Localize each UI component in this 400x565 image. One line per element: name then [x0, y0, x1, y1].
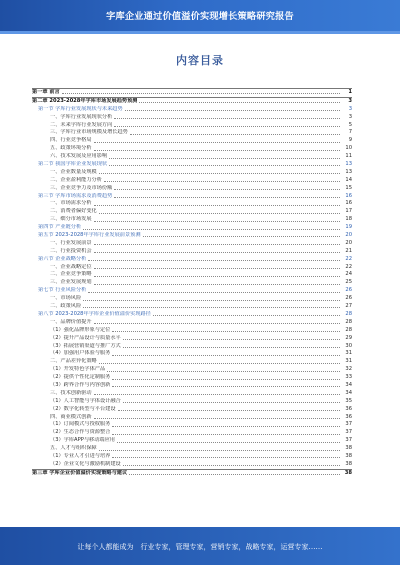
toc-leader-dots: [112, 457, 340, 458]
toc-entry[interactable]: [32, 287, 352, 295]
toc-entry-title: （3）字库APP与移动端应用: [50, 437, 115, 444]
toc-leader-dots: [88, 292, 340, 293]
toc-entry-title: 一、企业战略定位: [50, 263, 92, 270]
toc-page-number: 17: [345, 208, 352, 215]
toc-entry[interactable]: [32, 129, 352, 137]
toc-entry[interactable]: [32, 295, 352, 303]
toc-entry[interactable]: [32, 200, 352, 208]
toc-entry[interactable]: [32, 319, 352, 327]
toc-entry-title: 二、政策风险: [50, 303, 82, 310]
toc-leader-dots: [94, 150, 340, 151]
toc-entry[interactable]: [32, 350, 352, 358]
toc-entry[interactable]: [32, 414, 352, 422]
toc-leader-dots: [129, 474, 340, 475]
table-of-contents: [32, 88, 352, 486]
toc-page-number: 36: [345, 405, 352, 412]
toc-entry[interactable]: [32, 335, 352, 343]
toc-entry-title: 二、企业竞争策略: [50, 271, 92, 278]
toc-page-number: 29: [345, 334, 352, 341]
toc-leader-dots: [83, 307, 340, 308]
toc-page-number: 37: [345, 437, 352, 444]
toc-leader-dots: [99, 213, 340, 214]
toc-entry-title: 三、细分市场发展: [50, 216, 92, 223]
toc-leader-dots: [109, 165, 340, 166]
toc-entry-title: 第七节 行业风险分析: [38, 287, 87, 294]
toc-leader-dots: [114, 197, 340, 198]
toc-page-number: 22: [345, 255, 352, 262]
toc-page-number: 38: [344, 469, 352, 476]
toc-page-number: 19: [345, 224, 352, 231]
toc-page-number: 25: [345, 279, 352, 286]
toc-leader-dots: [107, 371, 340, 372]
toc-entry-title: 二、未来字库行业发展方向: [50, 121, 113, 128]
toc-entry[interactable]: [32, 256, 352, 264]
toc-entry-title: 二、消费者偏好变化: [50, 208, 97, 215]
toc-entry-title: （1）人工智能与字体设计融合: [50, 397, 121, 404]
toc-leader-dots: [109, 158, 340, 159]
toc-entry[interactable]: [32, 224, 352, 232]
toc-leader-dots: [153, 315, 340, 316]
toc-page-number: 14: [345, 176, 352, 183]
toc-leader-dots: [112, 331, 340, 332]
toc-page-number: 28: [345, 326, 352, 333]
toc-entry-title: （2）提供个性化定制服务: [50, 374, 111, 381]
toc-entry[interactable]: [32, 137, 352, 145]
toc-entry[interactable]: [32, 398, 352, 406]
toc-entry-title: （1）强化品牌形象与定位: [50, 326, 111, 333]
toc-leader-dots: [130, 134, 340, 135]
toc-page-number: 28: [345, 318, 352, 325]
toc-entry[interactable]: [32, 453, 352, 461]
toc-page-number: 26: [345, 295, 352, 302]
toc-leader-dots: [125, 110, 340, 111]
toc-entry-title: 六、技术发展及应用影响: [50, 153, 108, 160]
toc-entry-title: （2）提升产品设计与质量水平: [50, 334, 121, 341]
toc-entry-title: （4）加强用户体验与服务: [50, 350, 111, 357]
toc-entry-title: 二、产品差异化策略: [50, 358, 97, 365]
footer-banner: [0, 527, 400, 565]
toc-page-number: 34: [345, 389, 352, 396]
toc-leader-dots: [99, 173, 340, 174]
toc-entry-title: 二、企业盈利能力分析: [50, 176, 102, 183]
toc-leader-dots: [83, 229, 340, 230]
toc-entry-title: 三、字库行业市场规模及增长趋势: [50, 129, 128, 136]
toc-entry-title: 三、企业竞争力及市场份额: [50, 184, 113, 191]
toc-page-number: 15: [345, 184, 352, 191]
toc-leader-dots: [112, 379, 340, 380]
toc-page-number: 28: [345, 310, 352, 317]
toc-page-number: 38: [345, 445, 352, 452]
toc-entry-title: 一、市场需求分析: [50, 200, 92, 207]
toc-entry-title: （3）跨界合作与内容创新: [50, 381, 111, 388]
toc-entry[interactable]: [32, 153, 352, 161]
toc-entry[interactable]: [32, 437, 352, 445]
toc-entry[interactable]: [32, 271, 352, 279]
toc-leader-dots: [99, 363, 340, 364]
toc-page-number: 5: [348, 121, 352, 128]
toc-leader-dots: [143, 236, 340, 237]
toc-leader-dots: [112, 434, 340, 435]
header-stripe: [0, 31, 400, 34]
toc-entry-title: （3）拓展营销渠道与推广方式: [50, 342, 121, 349]
toc-page-number: 9: [348, 137, 352, 144]
header-banner: [0, 0, 400, 34]
toc-entry[interactable]: [32, 145, 352, 153]
toc-page-number: 34: [345, 381, 352, 388]
toc-leader-dots: [114, 126, 340, 127]
toc-entry-title: （1）开发特色字体产品: [50, 366, 106, 373]
toc-entry[interactable]: [32, 303, 352, 311]
toc-entry[interactable]: [32, 327, 352, 335]
toc-leader-dots: [94, 268, 340, 269]
toc-entry-title: （2）数字化转型与平台建设: [50, 405, 116, 412]
toc-entry-title: 第二章 2023-2028年字库市场发展趋势预测: [32, 97, 138, 104]
toc-page-number: 16: [345, 200, 352, 207]
toc-leader-dots: [94, 323, 340, 324]
toc-page-number: 22: [345, 263, 352, 270]
toc-entry[interactable]: [32, 461, 352, 469]
report-title: 字库企业通过价值溢价实现增长策略研究报告: [106, 11, 294, 22]
toc-page-number: 20: [345, 239, 352, 246]
toc-leader-dots: [123, 347, 340, 348]
toc-entry-title: 第四节 产业链分析: [38, 224, 82, 231]
toc-page-number: 38: [345, 452, 352, 459]
toc-entry-title: 第八节 2023-2028年字库企业价值溢价实现路径: [38, 310, 151, 317]
toc-entry[interactable]: [32, 374, 352, 382]
toc-entry[interactable]: [32, 106, 352, 114]
toc-page-number: 37: [345, 429, 352, 436]
toc-page-number: 10: [345, 145, 352, 152]
toc-entry[interactable]: [32, 185, 352, 193]
toc-leader-dots: [123, 465, 340, 466]
toc-page-number: 1: [348, 89, 352, 95]
toc-entry-title: （1）订阅模式与授权服务: [50, 421, 111, 428]
toc-leader-dots: [94, 142, 340, 143]
toc-entry-title: 第一章 前言: [32, 89, 60, 95]
toc-entry-title: 第一节 字库行业发展现状与未来趋势: [38, 105, 123, 112]
toc-entry-title: 二、行业投资机会: [50, 247, 92, 254]
toc-leader-dots: [83, 300, 340, 301]
toc-leader-dots: [62, 93, 340, 94]
toc-page-number: 11: [345, 153, 352, 160]
toc-page-number: 31: [345, 350, 352, 357]
toc-leader-dots: [94, 244, 340, 245]
toc-entry[interactable]: [32, 248, 352, 256]
toc-entry-title: 五、人才与组织保障: [50, 445, 97, 452]
toc-page-number: 20: [345, 232, 352, 239]
footer-slogan: 让每个人都能成为 行业专家，管理专家，营销专家，战略专家，运营专家……: [77, 543, 323, 551]
toc-page-number: 18: [345, 216, 352, 223]
toc-entry-title: 第六节 企业战略分析: [38, 255, 87, 262]
toc-page-number: 38: [345, 460, 352, 467]
toc-entry[interactable]: [32, 177, 352, 185]
toc-leader-dots: [94, 284, 340, 285]
toc-entry-title: 第五节 2023-2028年字库行业发展前景预测: [38, 232, 141, 239]
toc-leader-dots: [123, 339, 340, 340]
toc-heading: 内容目录: [176, 54, 224, 67]
toc-entry-title: 第三章 字库企业价值溢价实现策略与建议: [32, 469, 128, 476]
toc-page-number: 26: [345, 287, 352, 294]
toc-entry-title: 一、市场风险: [50, 295, 82, 302]
toc-leader-dots: [94, 276, 340, 277]
toc-page-number: 33: [345, 374, 352, 381]
toc-entry[interactable]: [32, 469, 352, 478]
toc-entry[interactable]: [32, 208, 352, 216]
toc-page-number: 3: [348, 105, 352, 112]
toc-page-number: 3: [348, 97, 352, 104]
toc-page-number: 30: [345, 342, 352, 349]
toc-entry[interactable]: [32, 169, 352, 177]
toc-leader-dots: [99, 450, 340, 451]
toc-page-number: 24: [345, 271, 352, 278]
toc-leader-dots: [139, 102, 340, 103]
toc-entry-title: 三、技术创新驱动: [50, 389, 92, 396]
toc-page-number: 32: [345, 366, 352, 373]
toc-entry[interactable]: [32, 311, 352, 319]
toc-page-number: 7: [348, 129, 352, 136]
toc-entry[interactable]: [32, 366, 352, 374]
toc-leader-dots: [114, 118, 340, 119]
toc-page-number: 13: [345, 161, 352, 168]
toc-entry[interactable]: [32, 264, 352, 272]
toc-entry[interactable]: [32, 390, 352, 398]
toc-page-number: 35: [345, 397, 352, 404]
toc-entry[interactable]: [32, 240, 352, 248]
toc-entry[interactable]: [32, 114, 352, 122]
toc-page-number: 13: [345, 168, 352, 175]
toc-entry[interactable]: [32, 88, 352, 97]
toc-entry-title: （2）生态合作与资源整合: [50, 429, 111, 436]
toc-entry[interactable]: [32, 216, 352, 224]
toc-entry[interactable]: [32, 445, 352, 453]
toc-entry-title: 三、企业发展规划: [50, 279, 92, 286]
toc-entry-title: 一、行业发展前景: [50, 239, 92, 246]
toc-entry[interactable]: [32, 193, 352, 201]
toc-leader-dots: [117, 442, 340, 443]
toc-entry[interactable]: [32, 429, 352, 437]
toc-entry-title: 一、字库行业发展现状分析: [50, 113, 113, 120]
toc-page-number: 3: [348, 113, 352, 120]
toc-entry-title: 四、行业竞争格局: [50, 137, 92, 144]
toc-leader-dots: [112, 426, 340, 427]
toc-entry[interactable]: [32, 358, 352, 366]
toc-entry-title: 一、企业数量及规模: [50, 168, 97, 175]
toc-page-number: 21: [345, 247, 352, 254]
toc-entry[interactable]: [32, 279, 352, 287]
toc-page-number: 37: [345, 421, 352, 428]
toc-entry[interactable]: [32, 122, 352, 130]
toc-leader-dots: [112, 386, 340, 387]
toc-entry-title: 第三节 字库市场需求及消费趋势: [38, 192, 113, 199]
toc-entry-title: 第二节 我国字库企业发展现状: [38, 161, 108, 168]
toc-leader-dots: [114, 189, 340, 190]
toc-entry[interactable]: [32, 161, 352, 169]
toc-page-number: 36: [345, 413, 352, 420]
toc-entry[interactable]: [32, 421, 352, 429]
toc-leader-dots: [94, 394, 340, 395]
toc-leader-dots: [94, 418, 340, 419]
toc-entry-title: （2）企业文化与激励机制建设: [50, 460, 121, 467]
toc-entry[interactable]: [32, 232, 352, 240]
toc-entry[interactable]: [32, 382, 352, 390]
toc-leader-dots: [118, 410, 340, 411]
toc-leader-dots: [94, 221, 340, 222]
toc-page-number: 27: [345, 303, 352, 310]
toc-leader-dots: [123, 402, 340, 403]
toc-entry-title: （1）专业人才引进与培养: [50, 452, 111, 459]
toc-leader-dots: [94, 205, 340, 206]
toc-entry[interactable]: [32, 97, 352, 106]
toc-leader-dots: [94, 252, 340, 253]
toc-leader-dots: [88, 260, 340, 261]
toc-entry-title: 四、商业模式创新: [50, 413, 92, 420]
toc-page-number: 16: [345, 192, 352, 199]
toc-page-number: 31: [345, 358, 352, 365]
toc-leader-dots: [104, 181, 340, 182]
toc-entry[interactable]: [32, 343, 352, 351]
toc-entry[interactable]: [32, 406, 352, 414]
toc-entry-title: 一、品牌价值提升: [50, 318, 92, 325]
toc-leader-dots: [112, 355, 340, 356]
toc-entry-title: 五、政策环境分析: [50, 145, 92, 152]
